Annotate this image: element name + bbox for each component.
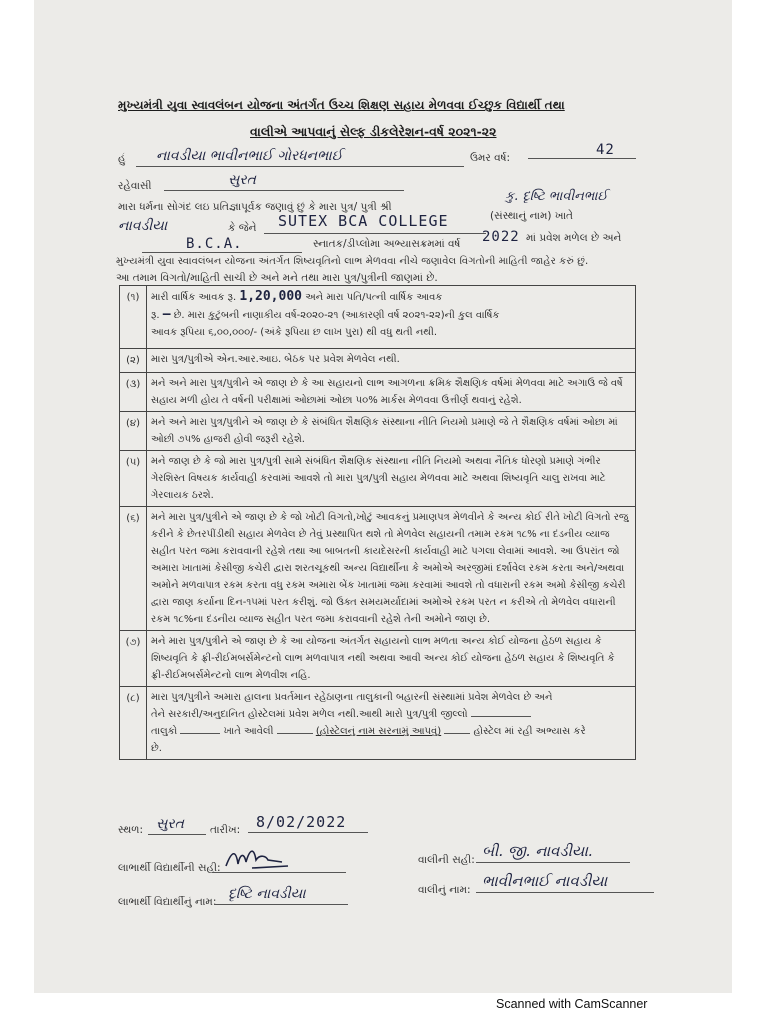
parent-name-value: ભાવીનભાઈ નાવડીયા: [482, 872, 608, 890]
table-row: [120, 349, 636, 373]
declaration-table: [119, 285, 636, 760]
item-4-text: મને અને મારા પુત્ર/પુત્રીને એ જાણ છે કે સંબંધિત શૈક્ષણિક સંસ્થાના નીતિ નિયમો પ્રમાણે જે તે શૈક્ષણિક વર્ષમાં ઓછા માં ઓછી ૭૫% હાજરી હોવી જરૂરી રહેશે.: [147, 412, 636, 451]
parent-sign-value: બી. જી. નાવડીયા.: [482, 842, 593, 860]
course-name: B.C.A.: [186, 236, 243, 252]
item-number: (૪): [120, 412, 147, 451]
item-8-line-4: છે.: [151, 743, 162, 754]
admission-text: માં પ્રવેશ મળેલ છે અને: [526, 232, 622, 244]
college-name: SUTEX BCA COLLEGE: [278, 212, 449, 230]
item-8-hostel-hint: (હોસ્ટેલનું નામ સરનામું આપવું): [315, 726, 442, 737]
item-2-text: મારા પુત્ર/પુત્રીએ એન.આર.આઇ. બેઠક પર પ્રવેશ મેળવેલ નથી.: [147, 349, 636, 373]
date-value: 8/02/2022: [256, 813, 347, 831]
item-number: (૧): [120, 286, 147, 349]
spouse-income-value: —: [162, 307, 171, 322]
table-row: [120, 373, 636, 412]
item-8-hostel-text: હોસ્ટેલ માં રહી અભ્યાસ કરે: [473, 726, 586, 737]
title-line-2: વાલીએ આપવાનું સેલ્ફ ડીકલેરેશન-વર્ષ ૨૦૨૧-૨૨: [250, 124, 497, 139]
table-row: [120, 507, 636, 631]
item-6-text: મને મારા પુત્ર/પુત્રીને એ જાણ છે કે જો ખોટી વિગતો,ખોટું આવકનું પ્રમાણપત્ર મેળવીને કે અન્ય કોઈ રીતે ખોટી વિગતો રજુ કરીને કે છેતરપીંડીથી સહાય મેળવેલ છે તેવું પ્રસ્થાપિત થશે તો મેળવેલ સહાયની તમામ રકમ ૧૮% ના દંડનીય વ્યાજ સહીત પરત જમા કરાવવાની રહેશે તથા આ બાબતની કાયદેસરની કાર્યવાહી માટે પગલા લેવામાં આવશે. આ ઉપરાંત જો અમારા ખાતામાં કેસીજી કચેરી દ્વારા શરતચૂકથી અન્ય વિદ્યાર્થીના કે અમોએ અરજીમાં દર્શાવેલ રકમ કરતા અને/અથવા અમોને મળવાપાત્ર રકમ કરતા વધુ રકમ અમારા બેંક ખાતામાં જમા કરવામાં આવશે તો વધારાની રકમ અમો કેસીજી કચેરી દ્વારા જાણ કર્યાના દિન-૧૫માં પરત કરીશું. જો ઉક્ત સમયમર્યાદામાં અમોએ રકમ પરત ન કરીએ તો મેળવેલ વધારાની રકમ ૧૮%ના દંડનીય વ્યાજ સહીત પરત જમા કરાવવાની રહેશે તેની અમોને જાણ છે.: [147, 507, 636, 631]
parent-name-label: વાલીનું નામ:: [418, 884, 471, 896]
table-row: [120, 412, 636, 451]
declarant-name: નાવડીયા ભાવીનભાઈ ગોરધનભાઈ: [156, 148, 343, 164]
course-text: સ્નાતક/ડીપ્લોમા અભ્યાસક્રમમાં વર્ષ: [313, 238, 461, 250]
item-8-taluka-label: તાલુકો: [151, 726, 178, 737]
age-label: ઉમર વર્ષ:: [470, 152, 511, 164]
item-number: (૨): [120, 349, 147, 373]
table-row: [120, 451, 636, 507]
item-7-text: મને મારા પુત્ર/પુત્રીને એ જાણ છે કે આ યોજના અંતર્ગત સહાયનો લાભ મળતા અન્ય કોઈ યોજના હેઠળ સહાય કે શિષ્યવૃતિ કે ફ્રી-રીઈમબર્સમેન્ટનો લાભ મળવાપાત્ર નથી અથવા આવી અન્ય કોઈ યોજના હેઠળ સહાય કે શિષ્યવૃતિ કે ફ્રી-રીઈમબર્સમેન્ટનો લાભ મેળવીશ નહિ.: [147, 631, 636, 687]
item-1-cell: [147, 286, 636, 349]
table-row: [120, 631, 636, 687]
resident-label: રહેવાસી: [118, 180, 152, 192]
item-number: (૫): [120, 451, 147, 507]
date-label: તારીખ:: [210, 824, 241, 836]
rupee-label: રૂ.: [151, 310, 160, 321]
institution-label: (સંસ્થાનું નામ) ખાતે: [490, 210, 573, 222]
item-5-text: મને જાણ છે કે જો મારા પુત્ર/પુત્રી સામે સંબંધિત શૈક્ષણિક સંસ્થાના નીતિ નિયમો અથવા નૈતિક ધોરણો પ્રમાણે ગંભીર ગેરશિસ્ત વિષયક કાર્યવાહી કરવામાં આવશે તો મારા પુત્ર/પુત્રી સહાય મેળવવા માટે અથવા શિષ્યવૃતિ ચાલુ રાખવા માટે ગેરલાયક ઠરશે.: [147, 451, 636, 507]
scanner-watermark: Scanned with CamScanner: [496, 997, 648, 1011]
oath-text: મારા ધર્મના સોગંદ લઇ પ્રતિજ્ઞાપૂર્વક જણાવું છું કે મારા પુત્ર/ પુત્રી શ્રી: [118, 201, 392, 213]
spouse-income-label: અને મારા પતિ/પત્ની વાર્ષિક આવક: [305, 292, 443, 303]
college-prefix: કે જેને: [228, 222, 257, 234]
age-value: 42: [596, 142, 615, 158]
item-number: (૩): [120, 373, 147, 412]
student-name-value: દૃષ્ટિ નાવડીયા: [228, 886, 306, 902]
item-number: (૮): [120, 687, 147, 760]
parent-sign-label: વાલીની સહી:: [418, 854, 475, 866]
item-8-line-1: મારા પુત્ર/પુત્રીને અમારા હાલના પ્રવર્તમાન રહેઠાણના તાલુકાની બહારની સંસ્થામાં પ્રવેશ મેળવેલ છે અને: [151, 692, 553, 703]
income-label: મારી વાર્ષિક આવક રૂ.: [151, 292, 237, 303]
student-sign-label: લાભાર્થી વિદ્યાર્થીની સહી:: [118, 862, 221, 874]
declaration-line-5: મુખ્યમંત્રી યુવા સ્વાવલંબન યોજના અંતર્ગત શિષ્યવૃતિનો લાભ મેળવવા નીચે જણાવેલ વિગતોની માહિતી જાહેર કરું છું.: [116, 256, 589, 267]
family-income-text: છે. મારા કુટુંબની નાણાકીય વર્ષ-૨૦૨૦-૨૧ (આકારણી વર્ષ ૨૦૨૧-૨૨)ની કુલ વાર્ષિક: [173, 310, 500, 321]
student-name-part2: નાવડીયા: [118, 218, 168, 234]
year-value: 2022: [482, 229, 520, 245]
student-name-label: લાભાર્થી વિદ્યાર્થીનું નામ:: [118, 896, 217, 908]
table-row: [120, 286, 636, 349]
place-value: સુરત: [156, 816, 184, 832]
title-line-1: મુખ્યમંત્રી યુવા સ્વાવલંબન યોજના અંતર્ગત ઉચ્ચ શિક્ષણ સહાય મેળવવા ઈચ્છુક વિદ્યાર્થી તથા: [118, 98, 565, 112]
declarant-label: હું: [118, 152, 126, 164]
student-name-part1: કુ. દૃષ્ટિ ભાવીનભાઈ: [505, 189, 608, 204]
item-8-cell: [147, 687, 636, 760]
income-value: 1,20,000: [239, 289, 302, 304]
item-8-line-2: તેને સરકારી/અનુદાનિત હોસ્ટેલમાં પ્રવેશ મળેલ નથી.આથી મારો પુત્ર/પુત્રી જીલ્લો: [151, 709, 468, 720]
resident-value: સુરત: [228, 172, 256, 188]
item-8-located-label: ખાતે આવેલી: [223, 726, 274, 737]
item-number: (૬): [120, 507, 147, 631]
declaration-line-6: આ તમામ વિગતો/માહિતી સાચી છે અને મને તથા મારા પુત્ર/પુત્રીની જાણમાં છે.: [116, 272, 438, 284]
item-3-text: મને અને મારા પુત્ર/પુત્રીને એ જાણ છે કે આ સહાયનો લાભ આગળના ક્રમિક શૈક્ષણિક વર્ષમાં મેળવવા માટે અગાઉ જે વર્ષે સહાય મળી હોય તે વર્ષની પરીક્ષામાં ઓછામાં ઓછા ૫૦% માર્કસ મેળવવા ઉત્તીર્ણ થવાનું રહેશે.: [147, 373, 636, 412]
table-row: [120, 687, 636, 760]
income-limit-text: આવક રૂપિયા ૬,૦૦,૦૦૦/- (અંકે રૂપિયા છ લાખ પુરા) થી વધુ થતી નથી.: [151, 327, 437, 338]
item-number: (૭): [120, 631, 147, 687]
student-signature: [222, 844, 292, 874]
place-label: સ્થળ:: [118, 824, 143, 836]
